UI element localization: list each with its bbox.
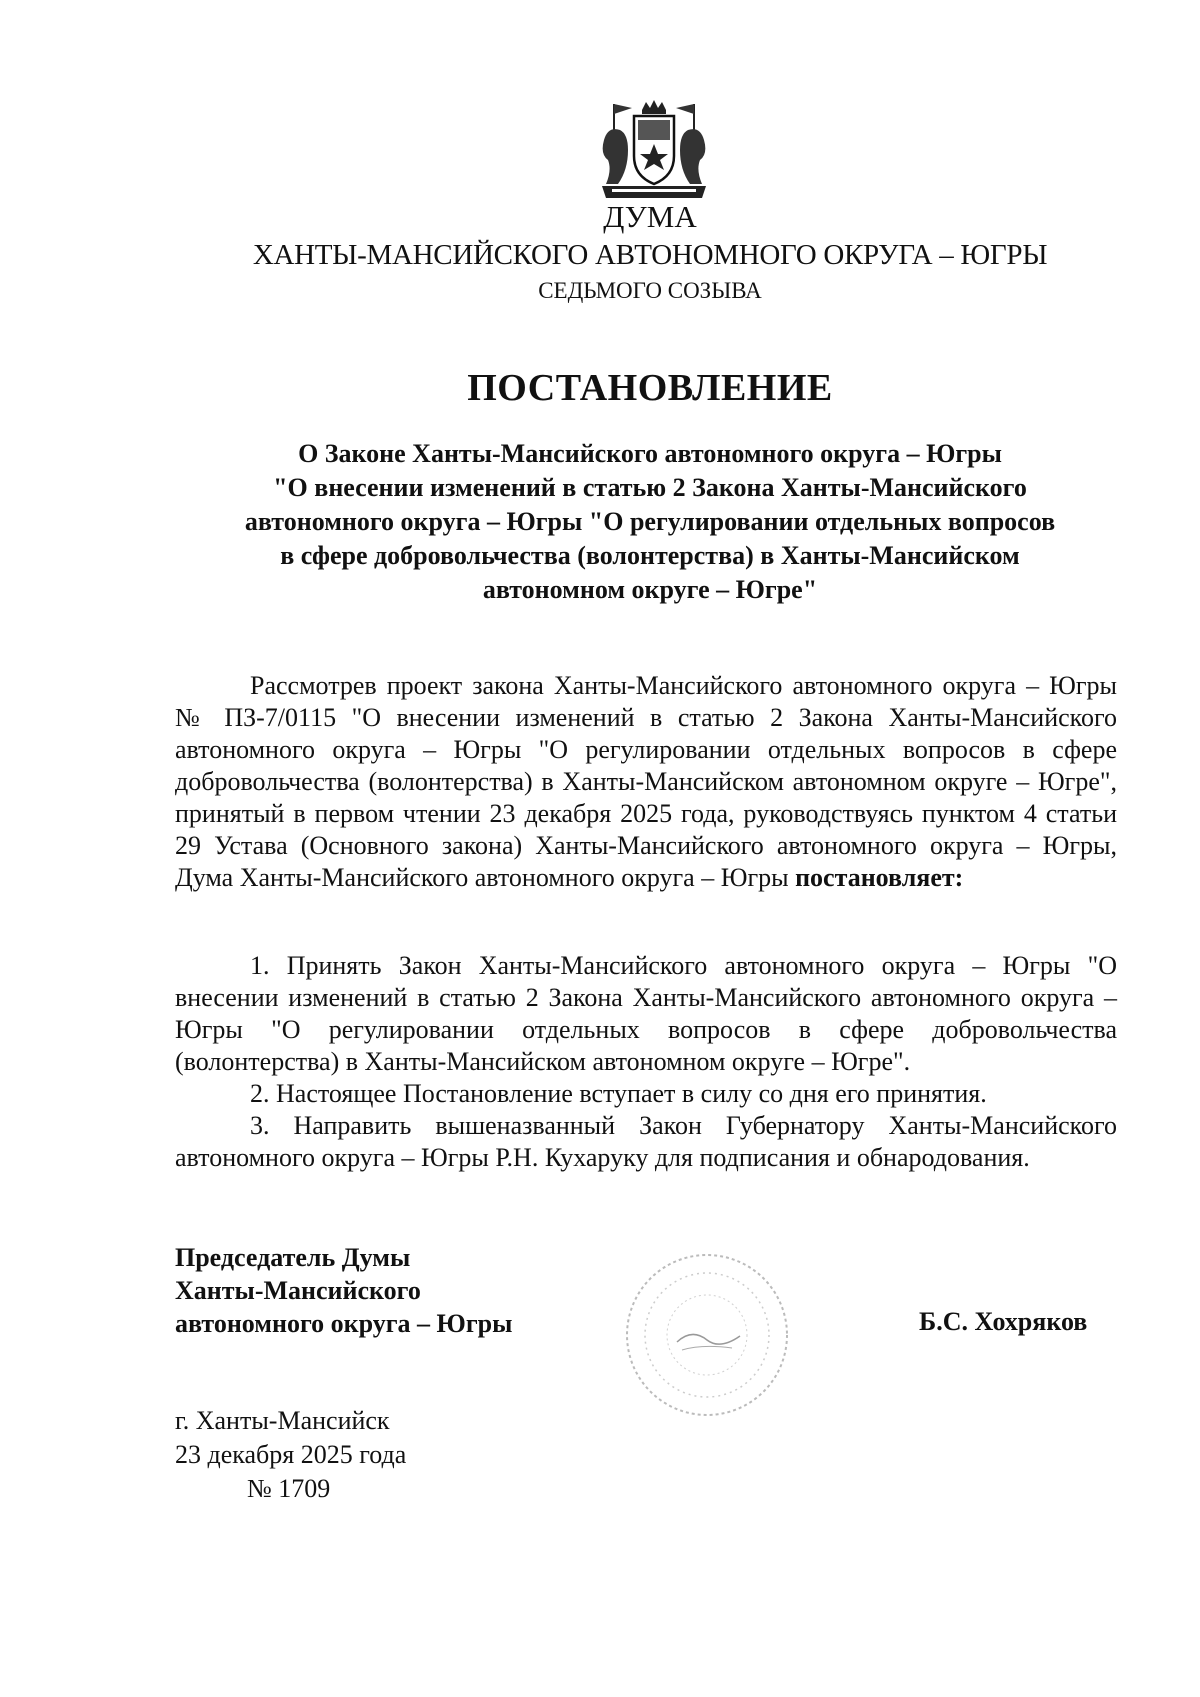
signer-name: Б.С. Хохряков	[919, 1307, 1088, 1336]
org-region: ХАНТЫ-МАНСИЙСКОГО АВТОНОМНОГО ОКРУГА – ЮГРЫ	[252, 239, 1048, 271]
org-convocation: СЕДЬМОГО СОЗЫВА	[538, 278, 762, 303]
subject-line: "О внесении изменений в статью 2 Закона Ханты-Мансийского	[273, 473, 1027, 502]
signer-title-line: Ханты-Мансийского	[175, 1276, 421, 1305]
resolution-item: 3. Направить вышеназванный Закон Губернатору Ханты-Мансийского автономного округа – Югры Р.Н. Кухаруку для подписания и обнародования.	[175, 1111, 1117, 1172]
resolution-item: 2. Настоящее Постановление вступает в силу со дня его принятия.	[250, 1079, 987, 1108]
document-type: ПОСТАНОВЛЕНИЕ	[467, 367, 833, 409]
preamble-paragraph	[175, 670, 1117, 894]
subject-line: автономного округа – Югры "О регулировании отдельных вопросов	[244, 507, 1056, 536]
resolution-item: 1. Принять Закон Ханты-Мансийского автономного округа – Югры "О внесении изменений в статью 2 Закона Ханты-Мансийского автономного округа – Югры "О регулировании отдельных вопросов в сфере добровольчества (волонтерства) в Ханты-Мансийском автономном округе – Югре".	[175, 951, 1117, 1076]
org-name: ДУМА	[603, 199, 697, 234]
subject-line: в сфере добровольчества (волонтерства) в Ханты-Мансийском	[280, 541, 1020, 570]
decree-word: постановляет:	[795, 863, 964, 892]
document-subject	[180, 437, 1120, 607]
resolution-items	[175, 950, 1117, 1174]
document-date: 23 декабря 2025 года	[175, 1440, 407, 1469]
place-date-number	[175, 1404, 406, 1506]
subject-line: О Законе Ханты-Мансийского автономного округа – Югры	[298, 439, 1002, 468]
signer-title-line: Председатель Думы	[175, 1243, 411, 1272]
city: г. Ханты-Мансийск	[175, 1406, 390, 1435]
preamble-text: Рассмотрев проект закона Ханты-Мансийского автономного округа – Югры № ПЗ-7/0115 "О внесении изменений в статью 2 Закона Ханты-Мансийского автономного округа – Югры "О регулировании отдельных вопросов в сфере добровольчества (волонтерства) в Ханты-Мансийском автономном округе – Югре", принятый в первом чтении 23 декабря 2025 года, руководствуясь пунктом 4 статьи 29 Устава (Основного закона) Ханты-Мансийского автономного округа – Югры, Дума Ханты-Мансийского автономного округа – Югры	[175, 671, 1117, 892]
official-seal-stamp	[622, 1250, 792, 1420]
signer-title-line: автономного округа – Югры	[175, 1309, 513, 1338]
coat-of-arms-icon	[598, 100, 710, 200]
document-number: № 1709	[247, 1474, 331, 1503]
subject-line: автономном округе – Югре"	[482, 575, 818, 604]
signer-title	[175, 1241, 512, 1340]
